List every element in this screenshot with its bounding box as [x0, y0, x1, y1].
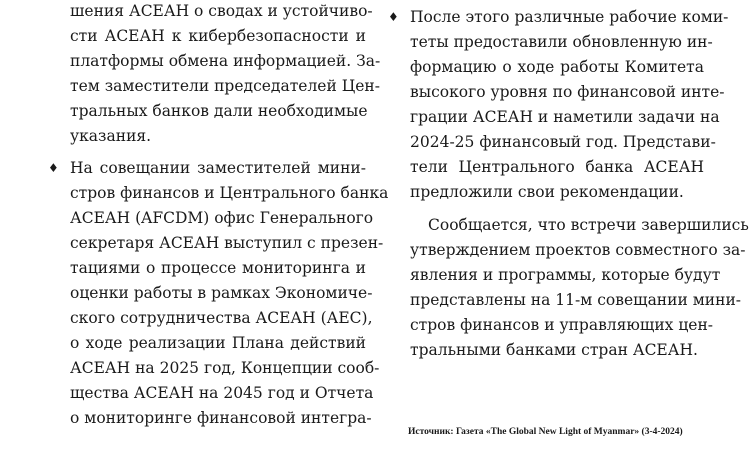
text-line: грации АСЕАН и наметили задачи на: [410, 108, 720, 126]
text-line: На совещании заместителей мини-: [70, 159, 366, 177]
text-line: АСЕАН на 2025 год, Концепции сооб-: [70, 359, 380, 377]
text-line: о мониторинге финансовой интегра-: [70, 409, 372, 427]
text-line: секретаря АСЕАН выступил с презен-: [70, 234, 384, 252]
text-line: тральных банков дали необходимые: [70, 102, 368, 120]
text-line: шения АСЕАН о сводах и устойчиво-: [70, 2, 373, 20]
text-line: тральными банками стран АСЕАН.: [410, 341, 698, 359]
diamond-bullet-icon: ♦: [48, 161, 59, 175]
text-line: стров финансов и Центрального банка: [70, 184, 389, 202]
text-line: предложили свои рекомендации.: [410, 183, 684, 201]
text-line: тели Центрального банка АСЕАН: [410, 158, 704, 176]
text-line: ского сотрудничества АСЕАН (АЕС),: [70, 309, 373, 327]
text-line: теты предоставили обновленную ин-: [410, 33, 713, 51]
text-line: оценки работы в рамках Экономиче-: [70, 284, 373, 302]
text-line: явления и программы, которые будут: [410, 266, 721, 284]
text-line: представлены на 11-м совещании мини-: [410, 291, 742, 309]
text-line: тациями о процессе мониторинга и: [70, 259, 366, 277]
source-citation: Источник: Газета «The Global New Light of Myanmar» (3-4-2024): [408, 427, 683, 437]
text-line: АСЕАН (AFCDM) офис Генерального: [70, 209, 374, 227]
text-line: Сообщается, что встречи завершились: [428, 216, 749, 234]
text-line: После этого различные рабочие коми-: [410, 8, 729, 26]
text-line: формацию о ходе работы Комитета: [410, 58, 704, 76]
text-line: высокого уровня по финансовой инте-: [410, 83, 725, 101]
text-line: сти АСЕАН к кибербезопасности и: [70, 27, 366, 45]
text-line: 2024-25 финансовый год. Представи-: [410, 133, 716, 151]
text-line: щества АСЕАН на 2045 год и Отчета: [70, 384, 374, 402]
text-line: платформы обмена информацией. За-: [70, 52, 381, 70]
text-line: о ходе реализации Плана действий: [70, 334, 366, 352]
text-line: стров финансов и управляющих цен-: [410, 316, 714, 334]
diamond-bullet-icon: ♦: [388, 10, 399, 24]
text-line: указания.: [70, 127, 152, 145]
text-line: утверждением проектов совместного за-: [410, 241, 746, 259]
text-line: тем заместители председателей Цен-: [70, 77, 380, 95]
